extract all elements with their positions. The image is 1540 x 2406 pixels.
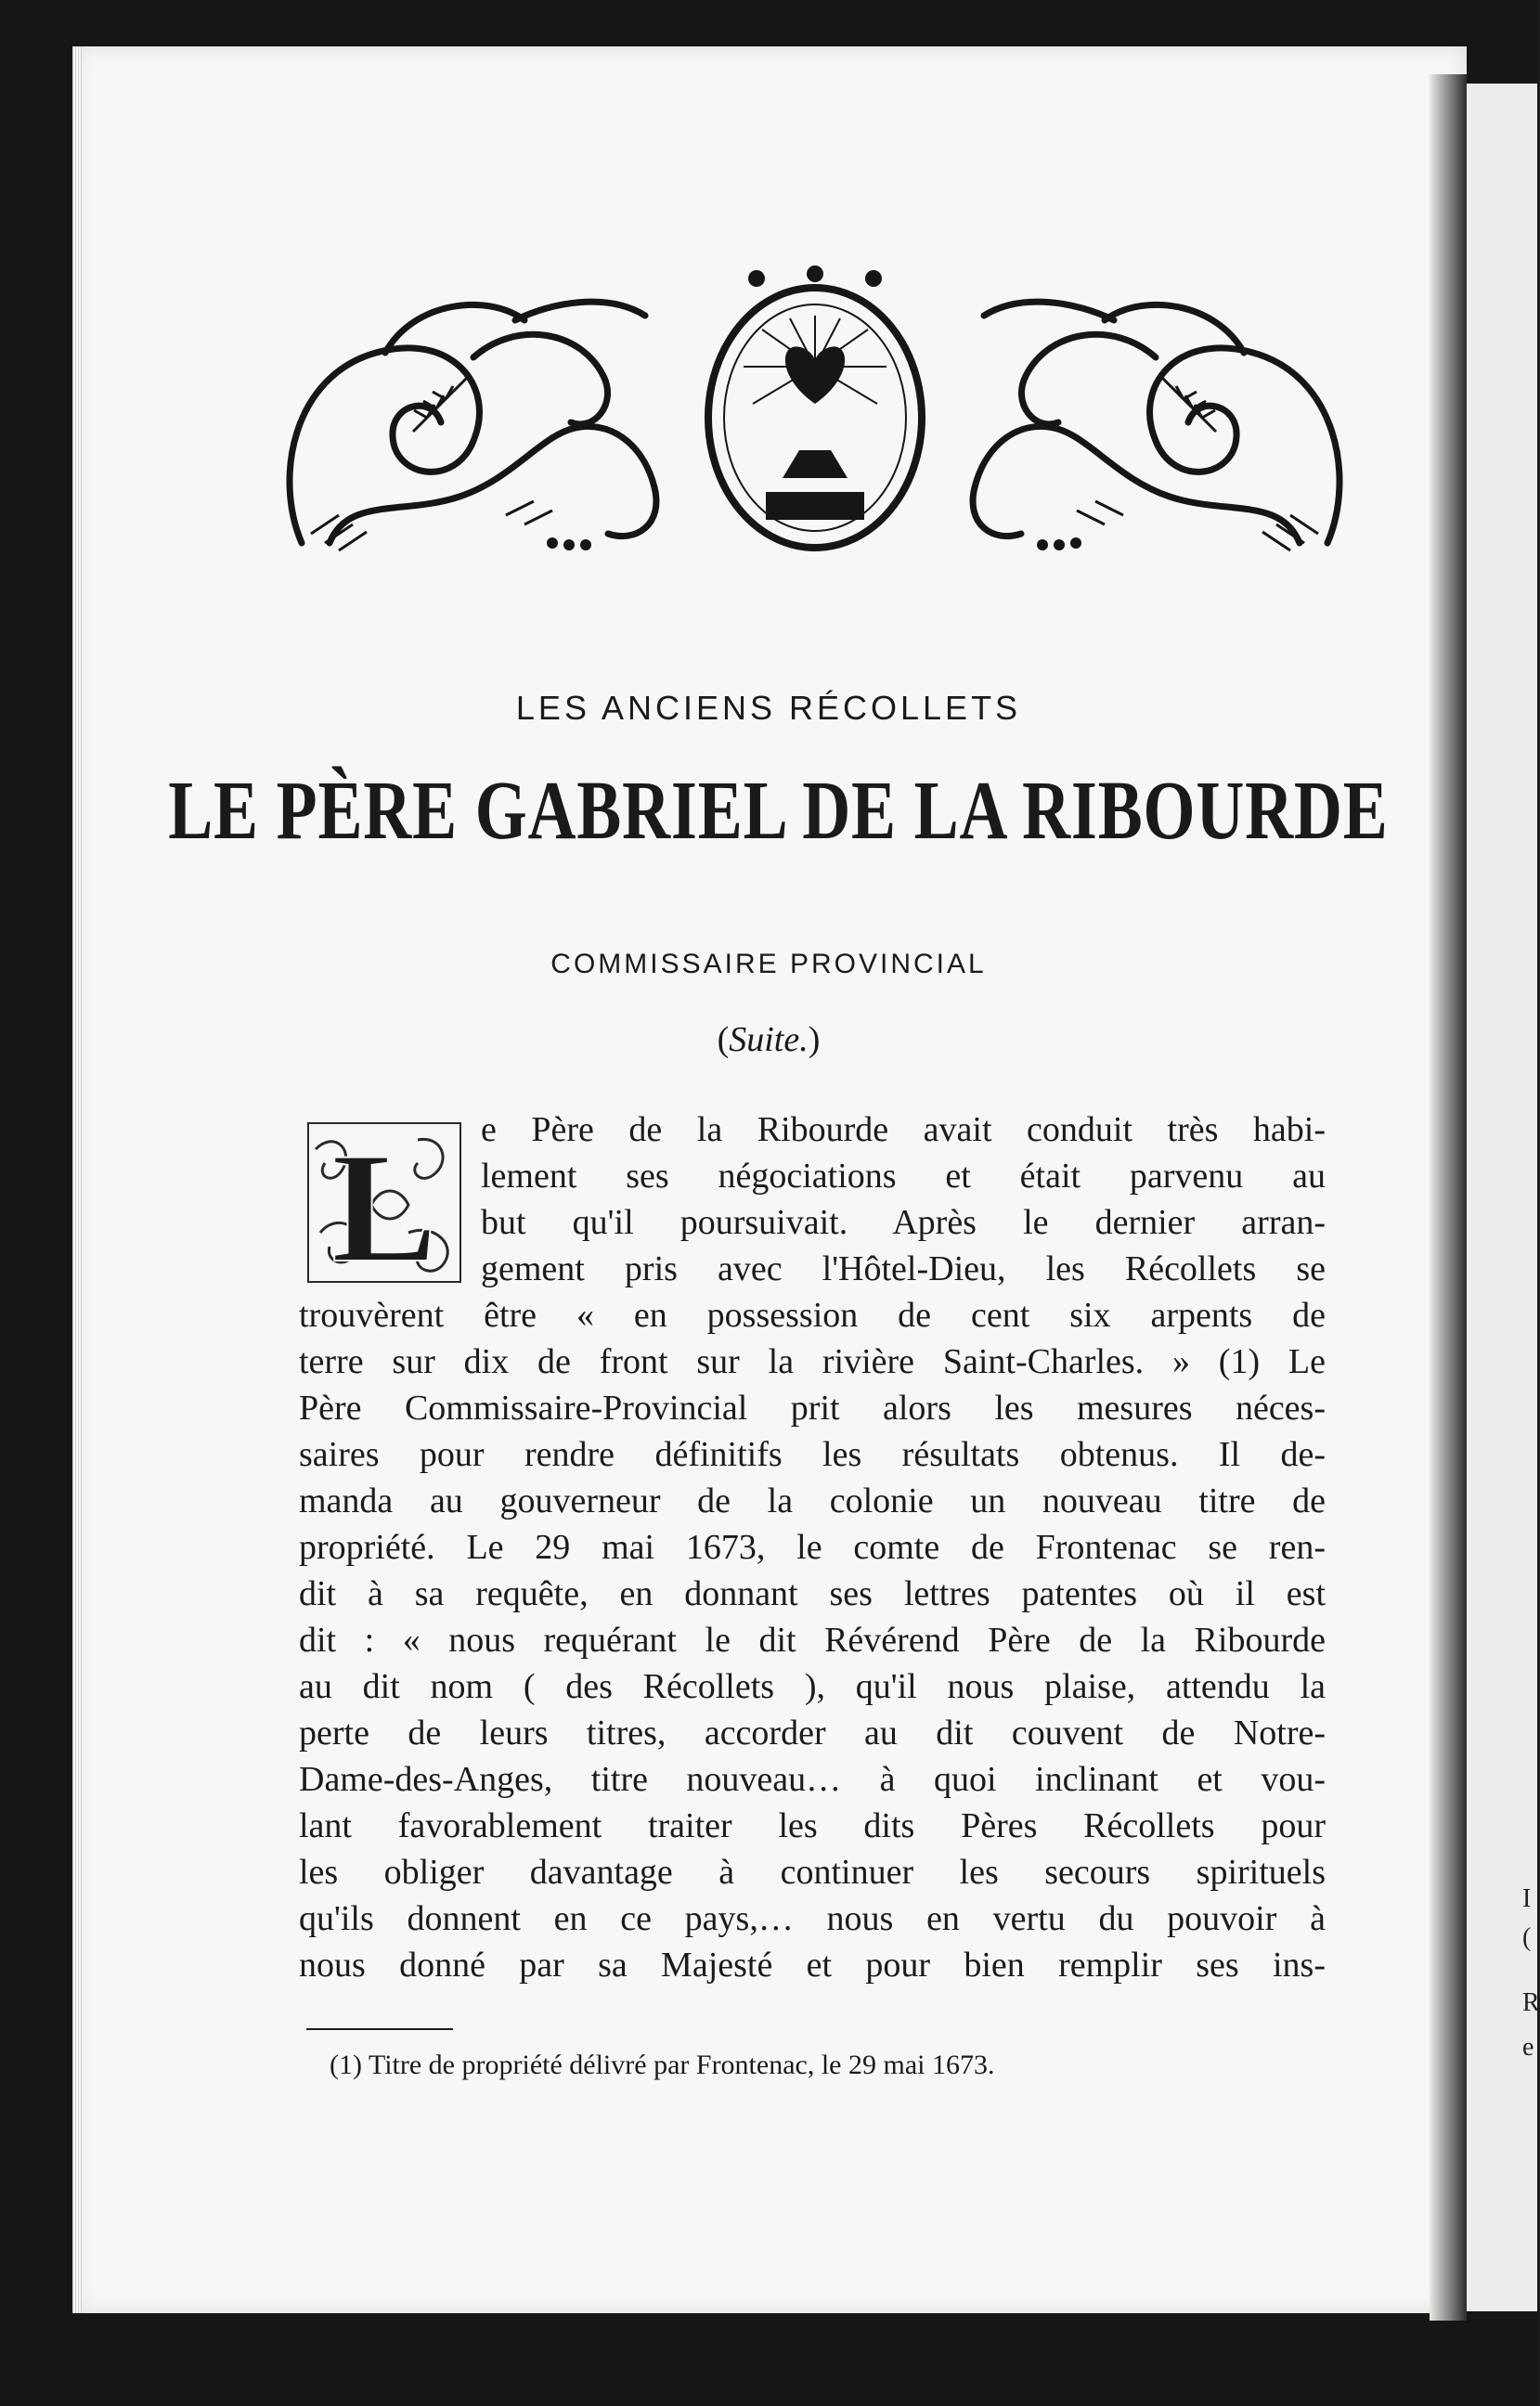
article-subtitle: COMMISSAIRE PROVINCIAL [550, 949, 987, 979]
ornamental-headpiece [274, 265, 1355, 562]
series-title: LES ANCIENS RÉCOLLETS [515, 689, 1022, 727]
body-line: dit : « nous requérant le dit Révérend Père de la Ribourde [299, 1621, 1326, 1660]
body-line: but qu'il poursuivait. Après le dernier arran- [481, 1203, 1326, 1242]
body-line: gement pris avec l'Hôtel-Dieu, les Récollets se [481, 1249, 1326, 1288]
adjacent-page-fragment: e [1522, 2033, 1534, 2062]
body-line: lant favorablement traiter les dits Pères Récollets pour [299, 1806, 1326, 1845]
body-line: saires pour rendre définitifs les résultats obtenus. Il de- [299, 1435, 1326, 1474]
body-line: lement ses négociations et était parvenu au [481, 1157, 1326, 1196]
body-line: au dit nom ( des Récollets ), qu'il nous plaise, attendu la [299, 1667, 1326, 1706]
body-line: qu'ils donnent en ce pays,… nous en vertu du pouvoir à [299, 1899, 1326, 1938]
adjacent-page-fragment: I [1522, 1884, 1532, 1913]
body-line: e Père de la Ribourde avait conduit très habi- [481, 1110, 1326, 1149]
adjacent-page-fragment: R [1522, 1988, 1540, 2017]
adjacent-page-fragment: ( [1522, 1923, 1532, 1952]
continuation-paren-open: ( [717, 1020, 730, 1059]
body-line: terre sur dix de front sur la rivière Saint-Charles. » (1) Le [299, 1342, 1326, 1381]
book-gutter [1430, 74, 1467, 2321]
body-line: dit à sa requête, en donnant ses lettres patentes où il est [299, 1574, 1326, 1613]
body-line: Dame-des-Anges, titre nouveau… à quoi inclinant et vou- [299, 1760, 1326, 1799]
page-stack-edge [72, 46, 82, 2313]
continuation-word: Suite. [729, 1020, 809, 1059]
body-line: manda au gouverneur de la colonie un nouveau titre de [299, 1481, 1326, 1520]
body-line: les obliger davantage à continuer les secours spirituels [299, 1853, 1326, 1892]
body-line: perte de leurs titres, accorder au dit couvent de Notre- [299, 1714, 1326, 1753]
continuation-paren-close: ) [808, 1020, 821, 1059]
drop-cap-l [306, 1120, 462, 1295]
body-line: propriété. Le 29 mai 1673, le comte de Frontenac se ren- [299, 1528, 1326, 1567]
article-title: LE PÈRE GABRIEL DE LA RIBOURDE [168, 765, 1389, 857]
body-line: Père Commissaire-Provincial prit alors les mesures néces- [299, 1389, 1326, 1428]
drop-cap-letter: L [331, 1120, 437, 1295]
body-line: trouvèrent être « en possession de cent six arpents de [299, 1296, 1326, 1335]
body-line: nous donné par sa Majesté et pour bien remplir ses ins- [299, 1946, 1326, 1985]
footnote: (1) Titre de propriété délivré par Frontenac, le 29 mai 1673. [330, 2050, 995, 2080]
adjacent-page [1467, 84, 1537, 2311]
continuation-note [0, 1019, 1537, 1060]
footnote-rule [306, 2028, 453, 2030]
